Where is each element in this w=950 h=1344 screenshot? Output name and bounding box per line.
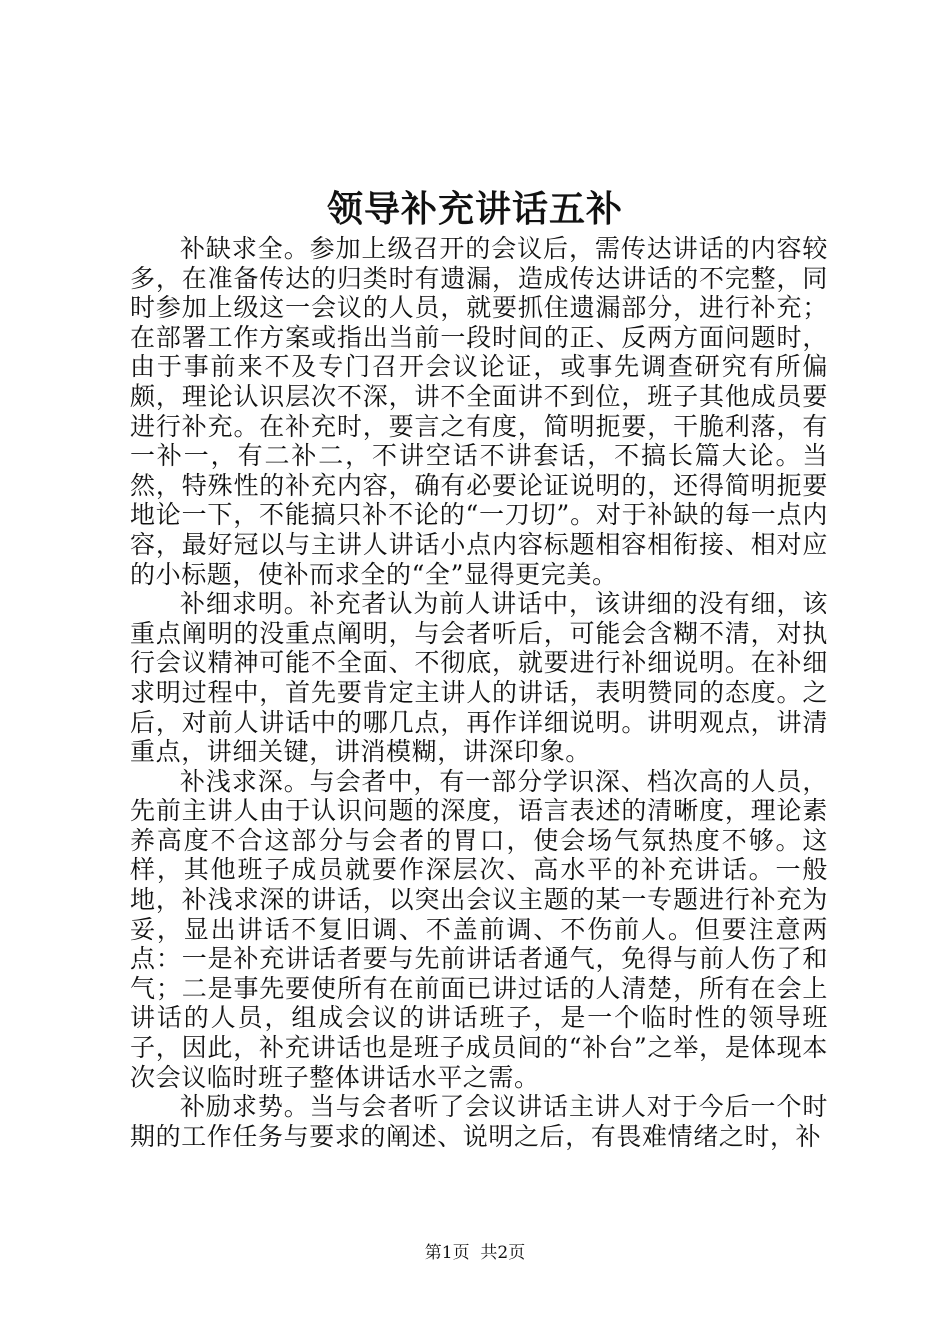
document-body [130,234,828,1151]
paragraph-1: 补缺求全。参加上级召开的会议后，需传达讲话的内容较多，在准备传达的归类时有遗漏，造成传达讲话的不完整，同时参加上级这一会议的人员，就要抓住遗漏部分，进行补充；在部署工作方案或指出当前一段时间的正、反两方面问题时，由于事前来不及专门召开会议论证，或事先调查研究有所偏颇，理论认识层次不深，讲不全面讲不到位，班子其他成员要进行补充。在补充时，要言之有度，简明扼要，干脆利落，有一补一，有二补二，不讲空话不讲套话，不搞长篇大论。当然，特殊性的补充内容，确有必要论证说明的，还得简明扼要地论一下，不能搞只补不论的“一刀切”。对于补缺的每一点内容，最好冠以与主讲人讲话小点内容标题相容相衔接、相对应的小标题，使补而求全的“全”显得更完美。 [130,234,828,589]
page-number: 第1页 共2页 [424,1243,526,1263]
paragraph-4: 补励求势。当与会者听了会议讲话主讲人对于今后一个时期的工作任务与要求的阐述、说明之后，有畏难情绪之时，补 [130,1092,828,1151]
paragraph-2: 补细求明。补充者认为前人讲话中，该讲细的没有细，该重点阐明的没重点阐明，与会者听后，可能会含糊不清，对执行会议精神可能不全面、不彻底，就要进行补细说明。在补细求明过程中，首先要肯定主讲人的讲话，表明赞同的态度。之后，对前人讲话中的哪几点，再作详细说明。讲明观点，讲清重点，讲细关键，讲消模糊，讲深印象。 [130,589,828,767]
document-title: 领导补充讲话五补 [326,188,623,230]
page-footer [0,1241,950,1265]
paragraph-3: 补浅求深。与会者中，有一部分学识深、档次高的人员，先前主讲人由于认识问题的深度，语言表述的清晰度，理论素养高度不合这部分与会者的胃口，使会场气氛热度不够。这样，其他班子成员就要作深层次、高水平的补充讲话。一般地，补浅求深的讲话，以突出会议主题的某一专题进行补充为妥，显出讲话不复旧调、不盖前调、不伤前人。但要注意两点：一是补充讲话者要与先前讲话者通气，免得与前人伤了和气；二是事先要使所有在前面已讲过话的人清楚，所有在会上讲话的人员，组成会议的讲话班子，是一个临时性的领导班子，因此，补充讲话也是班子成员间的“补台”之举，是体现本次会议临时班子整体讲话水平之需。 [130,766,828,1092]
